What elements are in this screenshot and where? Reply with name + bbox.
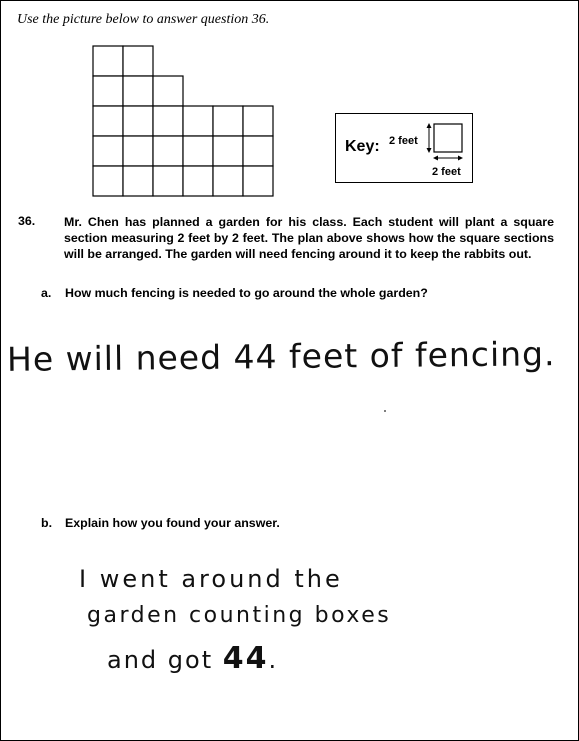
garden-square (93, 106, 123, 136)
answer-b-number: 44 (222, 641, 269, 676)
garden-square (213, 106, 243, 136)
stray-mark (384, 410, 386, 412)
garden-square (183, 166, 213, 196)
garden-square (153, 76, 183, 106)
garden-square (183, 106, 213, 136)
question-number: 36. (18, 214, 36, 228)
garden-square (123, 106, 153, 136)
garden-square (153, 166, 183, 196)
part-b-letter: b. (41, 516, 53, 530)
key-horizontal-dimension: 2 feet (432, 166, 461, 178)
garden-square (93, 46, 123, 76)
garden-square (123, 76, 153, 106)
handwritten-answer-a: He will need 44 feet of fencing. (6, 334, 556, 379)
answer-b-line-3-text: and got (107, 646, 223, 674)
garden-square (123, 136, 153, 166)
answer-b-period: . (268, 646, 279, 674)
garden-square (213, 136, 243, 166)
garden-square (153, 136, 183, 166)
garden-plan-grid (91, 44, 275, 197)
handwritten-answer-b-line-1: I went around the (79, 565, 343, 593)
garden-square (183, 136, 213, 166)
garden-square (123, 46, 153, 76)
key-square (434, 124, 462, 152)
garden-square (243, 136, 273, 166)
garden-square (123, 166, 153, 196)
garden-square (153, 106, 183, 136)
key-label: Key: (345, 138, 380, 155)
garden-square (243, 106, 273, 136)
part-a-prompt: How much fencing is needed to go around the whole garden? (65, 286, 428, 300)
garden-square (93, 166, 123, 196)
garden-square (243, 166, 273, 196)
garden-plan-figure (91, 44, 275, 197)
key-vertical-dimension: 2 feet (389, 135, 418, 147)
part-a-letter: a. (41, 286, 52, 300)
garden-square (93, 76, 123, 106)
instruction-text: Use the picture below to answer question 36. (17, 12, 270, 27)
handwritten-answer-b-line-2: garden counting boxes (87, 603, 392, 628)
garden-square (213, 166, 243, 196)
handwritten-answer-b-line-3 (107, 641, 278, 676)
garden-square (93, 136, 123, 166)
question-text: Mr. Chen has planned a garden for his class. Each student will plant a square section measuring 2 feet by 2 feet. The plan above shows how the square sections will be arranged. The garden will need fencing around it to keep the rabbits out. (64, 215, 554, 261)
part-b-prompt: Explain how you found your answer. (65, 516, 280, 530)
key-legend (335, 113, 473, 183)
